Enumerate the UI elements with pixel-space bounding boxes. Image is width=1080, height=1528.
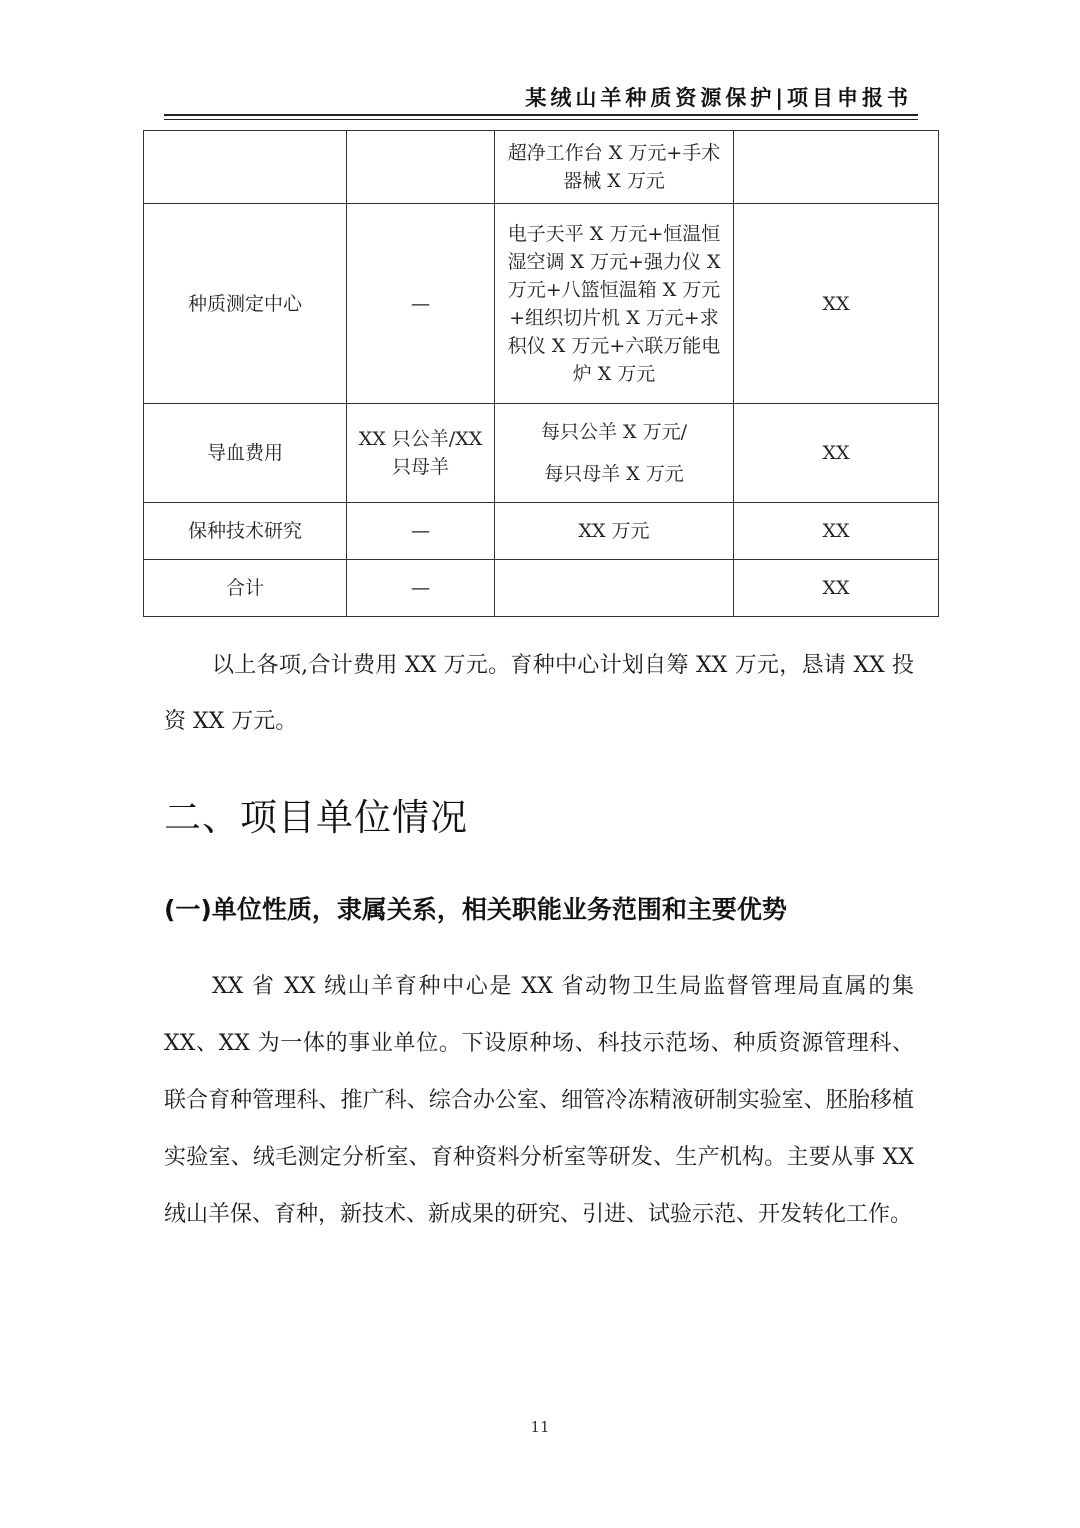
table-cell: XX bbox=[734, 503, 939, 560]
table-cell: — bbox=[347, 560, 495, 617]
table-row bbox=[144, 131, 939, 204]
table-cell bbox=[144, 131, 347, 204]
table-row bbox=[144, 560, 939, 617]
table-row bbox=[144, 503, 939, 560]
table-cell bbox=[495, 560, 734, 617]
header-rule-thin bbox=[164, 119, 918, 120]
table-cell: 种质测定中心 bbox=[144, 204, 347, 404]
table-cell: 导血费用 bbox=[144, 404, 347, 503]
table-cell: 超净工作台 X 万元+手术器械 X 万元 bbox=[495, 131, 734, 204]
table-cell: — bbox=[347, 503, 495, 560]
body-paragraph: XX 省 XX 绒山羊育种中心是 XX 省动物卫生局监督管理局直属的集 XX、XX 为一体的事业单位。下设原种场、科技示范场、种质资源管理科、联合育种管理科、推广科、综合办公室、细管冷冻精液研制实验室、胚胎移植实验室、绒毛测定分析室、育种资料分析室等研发、生产机构。主要从事 XX 绒山羊保、育种，新技术、新成果的研究、引进、试验示范、开发转化工作。 bbox=[164, 974, 914, 1227]
table-cell bbox=[734, 131, 939, 204]
table-cell: — bbox=[347, 204, 495, 404]
table-cell bbox=[495, 404, 734, 503]
page-number: 11 bbox=[530, 1418, 550, 1436]
table-cell: XX 万元 bbox=[495, 503, 734, 560]
price-line: 每只母羊 X 万元 bbox=[544, 463, 684, 485]
table-cell bbox=[347, 131, 495, 204]
table-cell: XX bbox=[734, 560, 939, 617]
running-header: 某绒山羊种质资源保护|项目申报书 bbox=[525, 86, 912, 110]
table-cell: XX bbox=[734, 404, 939, 503]
table-cell: 保种技术研究 bbox=[144, 503, 347, 560]
price-line: 每只公羊 X 万元/ bbox=[540, 421, 687, 443]
subsection-heading: (一)单位性质，隶属关系，相关职能业务范围和主要优势 bbox=[164, 895, 787, 924]
table-cell: 电子天平 X 万元+恒温恒湿空调 X 万元+强力仪 X 万元+八篮恒温箱 X 万元+组织切片机 X 万元+求积仪 X 万元+六联万能电炉 X 万元 bbox=[495, 204, 734, 404]
section-heading: 二、项目单位情况 bbox=[164, 796, 468, 839]
table-cell: 合计 bbox=[144, 560, 347, 617]
table-row bbox=[144, 204, 939, 404]
cost-table bbox=[143, 130, 939, 617]
summary-paragraph: 以上各项,合计费用 XX 万元。育种中心计划自筹 XX 万元，恳请 XX 投资 XX 万元。 bbox=[164, 653, 914, 734]
table-cell: XX bbox=[734, 204, 939, 404]
table-row bbox=[144, 404, 939, 503]
table-cell: XX 只公羊/XX 只母羊 bbox=[347, 404, 495, 503]
header-rule-thick bbox=[164, 114, 918, 116]
